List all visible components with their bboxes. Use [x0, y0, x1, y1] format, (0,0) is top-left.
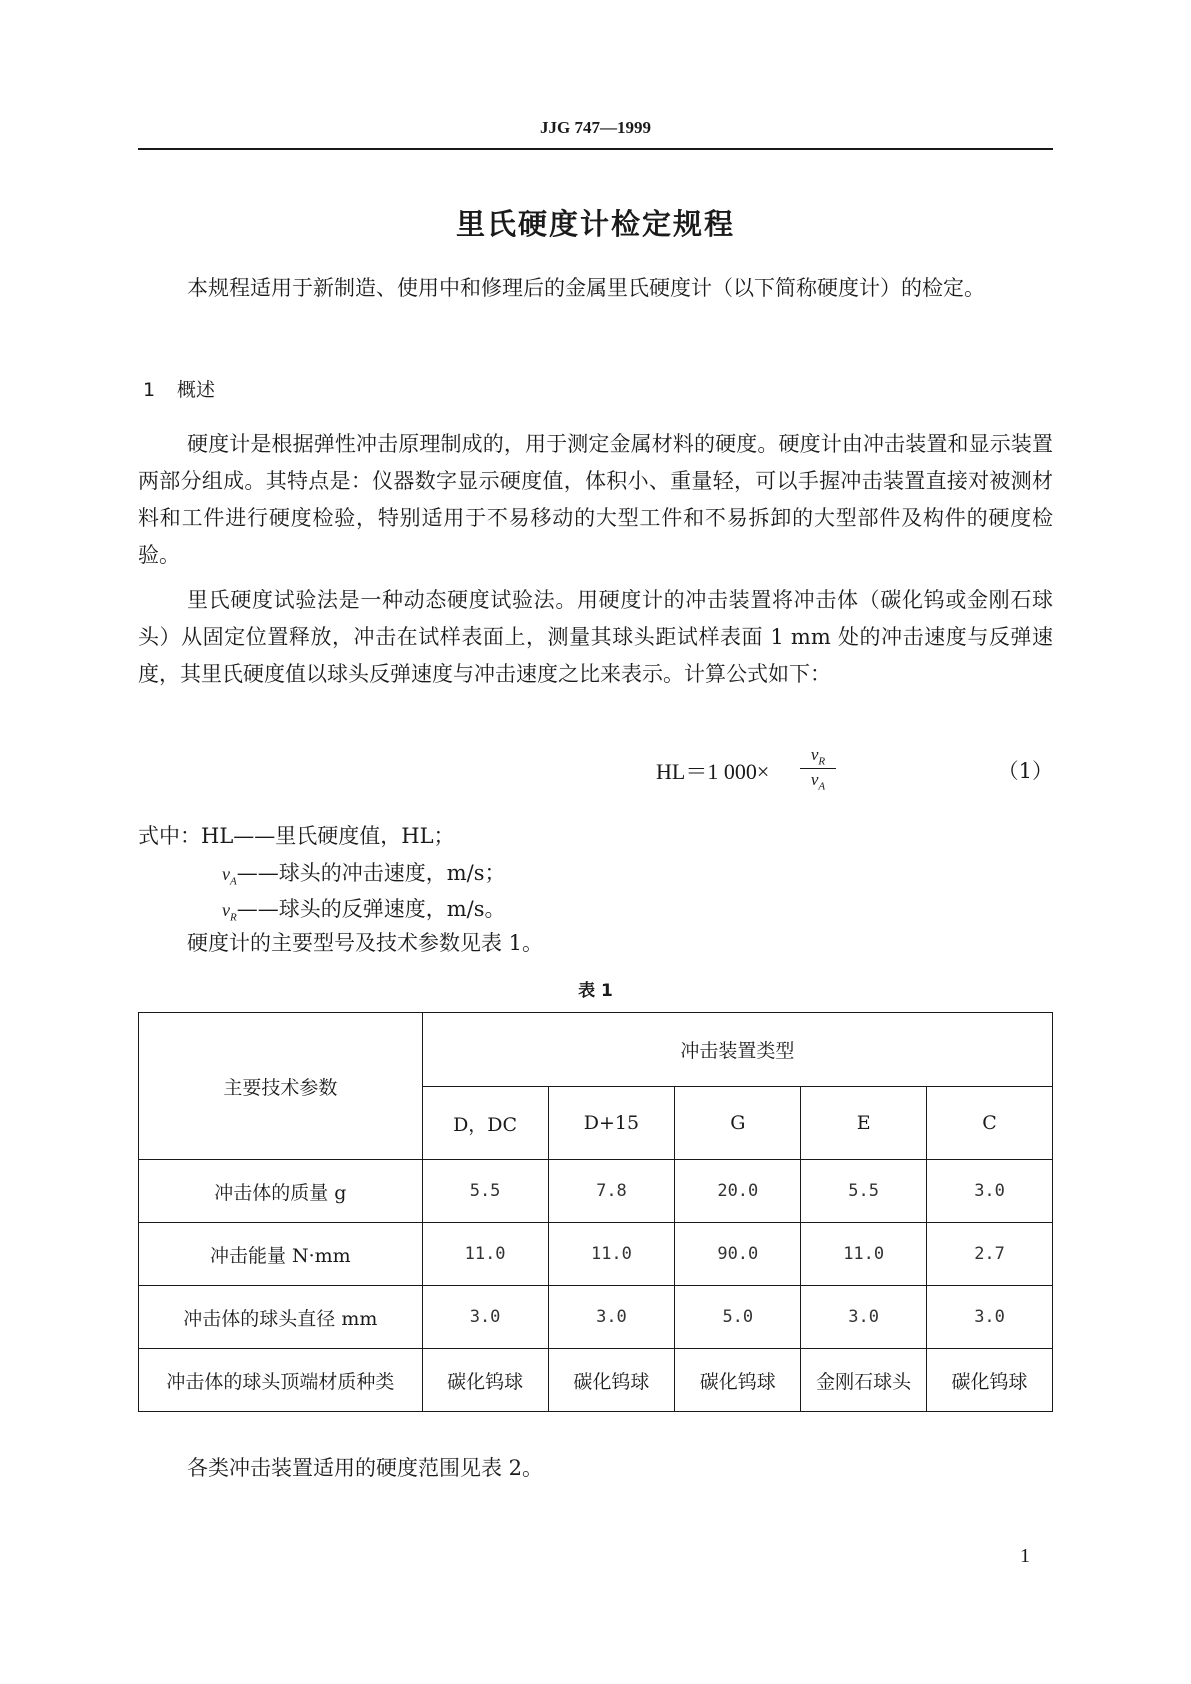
table-cell: 碳化钨球 [675, 1349, 801, 1412]
row-label: 冲击体的质量 g [139, 1160, 423, 1223]
fraction-denominator: $v_A$ [810, 770, 826, 793]
table2-reference: 各类冲击装置适用的硬度范围见表 2。 [187, 1456, 544, 1480]
page-number: 1 [1020, 1545, 1030, 1567]
table-cell: 金刚石球头 [801, 1349, 927, 1412]
section-title: 概述 [177, 379, 216, 401]
column-header: D，DC [422, 1087, 548, 1160]
symbol-vr: $v_R$ [222, 900, 237, 924]
table-cell: 11.0 [548, 1223, 675, 1286]
table-row [139, 1160, 1053, 1223]
table-cell: 7.8 [548, 1160, 675, 1223]
table-cell: 碳化钨球 [548, 1349, 675, 1412]
table-cell: 5.5 [801, 1160, 927, 1223]
table-cell: 11.0 [422, 1223, 548, 1286]
column-header: D+15 [548, 1087, 675, 1160]
column-header: G [675, 1087, 801, 1160]
table-cell: 3.0 [422, 1286, 548, 1349]
table-cell: 3.0 [801, 1286, 927, 1349]
method-paragraph: 里氏硬度试验法是一种动态硬度试验法。用硬度计的冲击装置将冲击体（碳化钨或金刚石球头）从固定位置释放，冲击在试样表面上，测量其球头距试样表面 1 mm 处的冲击速度与反弹速度，其里氏硬度值以球头反弹速度与冲击速度之比来表示。计算公式如下： [138, 588, 1053, 686]
formula-fraction [800, 745, 836, 793]
table-cell: 3.0 [927, 1160, 1053, 1223]
table-1 [138, 1012, 1053, 1412]
definitions-lead: 式中： [138, 824, 201, 848]
formula-number: （1） [997, 759, 1053, 783]
table-cell: 3.0 [927, 1286, 1053, 1349]
table-header-row [139, 1013, 1053, 1087]
row-label: 冲击体的球头顶端材质种类 [139, 1349, 423, 1412]
table-row [139, 1286, 1053, 1349]
table1-reference: 硬度计的主要型号及技术参数见表 1。 [187, 931, 544, 955]
overview-paragraph: 硬度计是根据弹性冲击原理制成的，用于测定金属材料的硬度。硬度计由冲击装置和显示装置两部分组成。其特点是：仪器数字显示硬度值，体积小、重量轻，可以手握冲击装置直接对被测材料和工件进行硬度检验，特别适用于不易移动的大型工件和不易拆卸的大型部件及构件的硬度检验。 [138, 432, 1053, 567]
fraction-numerator: $v_R$ [800, 745, 836, 769]
row-label: 冲击体的球头直径 mm [139, 1286, 423, 1349]
table-row [139, 1349, 1053, 1412]
table-cell: 碳化钨球 [422, 1349, 548, 1412]
table-cell: 90.0 [675, 1223, 801, 1286]
row-header-cell: 主要技术参数 [139, 1013, 423, 1160]
symbol-va: $v_A$ [222, 864, 237, 888]
definition-text: ——里氏硬度值，HL； [233, 824, 455, 848]
group-header-cell: 冲击装置类型 [422, 1013, 1052, 1087]
table-cell: 5.5 [422, 1160, 548, 1223]
symbol-hl: HL [201, 824, 234, 848]
table-cell: 3.0 [548, 1286, 675, 1349]
table-cell: 11.0 [801, 1223, 927, 1286]
running-header: JJG 747—1999 [540, 118, 651, 137]
header-rule [138, 148, 1053, 150]
formula-1 [138, 745, 1053, 795]
definition-text: ——球头的反弹速度，m/s。 [236, 897, 506, 921]
section-1-heading [143, 375, 215, 402]
formula-lhs: HL＝1 000× [656, 759, 770, 784]
table-cell: 20.0 [675, 1160, 801, 1223]
row-label: 冲击能量 N·mm [139, 1223, 423, 1286]
column-header: C [927, 1087, 1053, 1160]
document-title: 里氏硬度计检定规程 [455, 207, 735, 241]
intro-paragraph: 本规程适用于新制造、使用中和修理后的金属里氏硬度计（以下简称硬度计）的检定。 [187, 276, 985, 300]
table1-caption: 表 1 [578, 981, 613, 1001]
table-cell: 5.0 [675, 1286, 801, 1349]
table-cell: 碳化钨球 [927, 1349, 1053, 1412]
definition-text: ——球头的冲击速度，m/s； [236, 861, 506, 885]
definition-hl [138, 818, 455, 855]
table-row [139, 1223, 1053, 1286]
table-cell: 2.7 [927, 1223, 1053, 1286]
section-number: 1 [143, 379, 156, 401]
column-header: E [801, 1087, 927, 1160]
